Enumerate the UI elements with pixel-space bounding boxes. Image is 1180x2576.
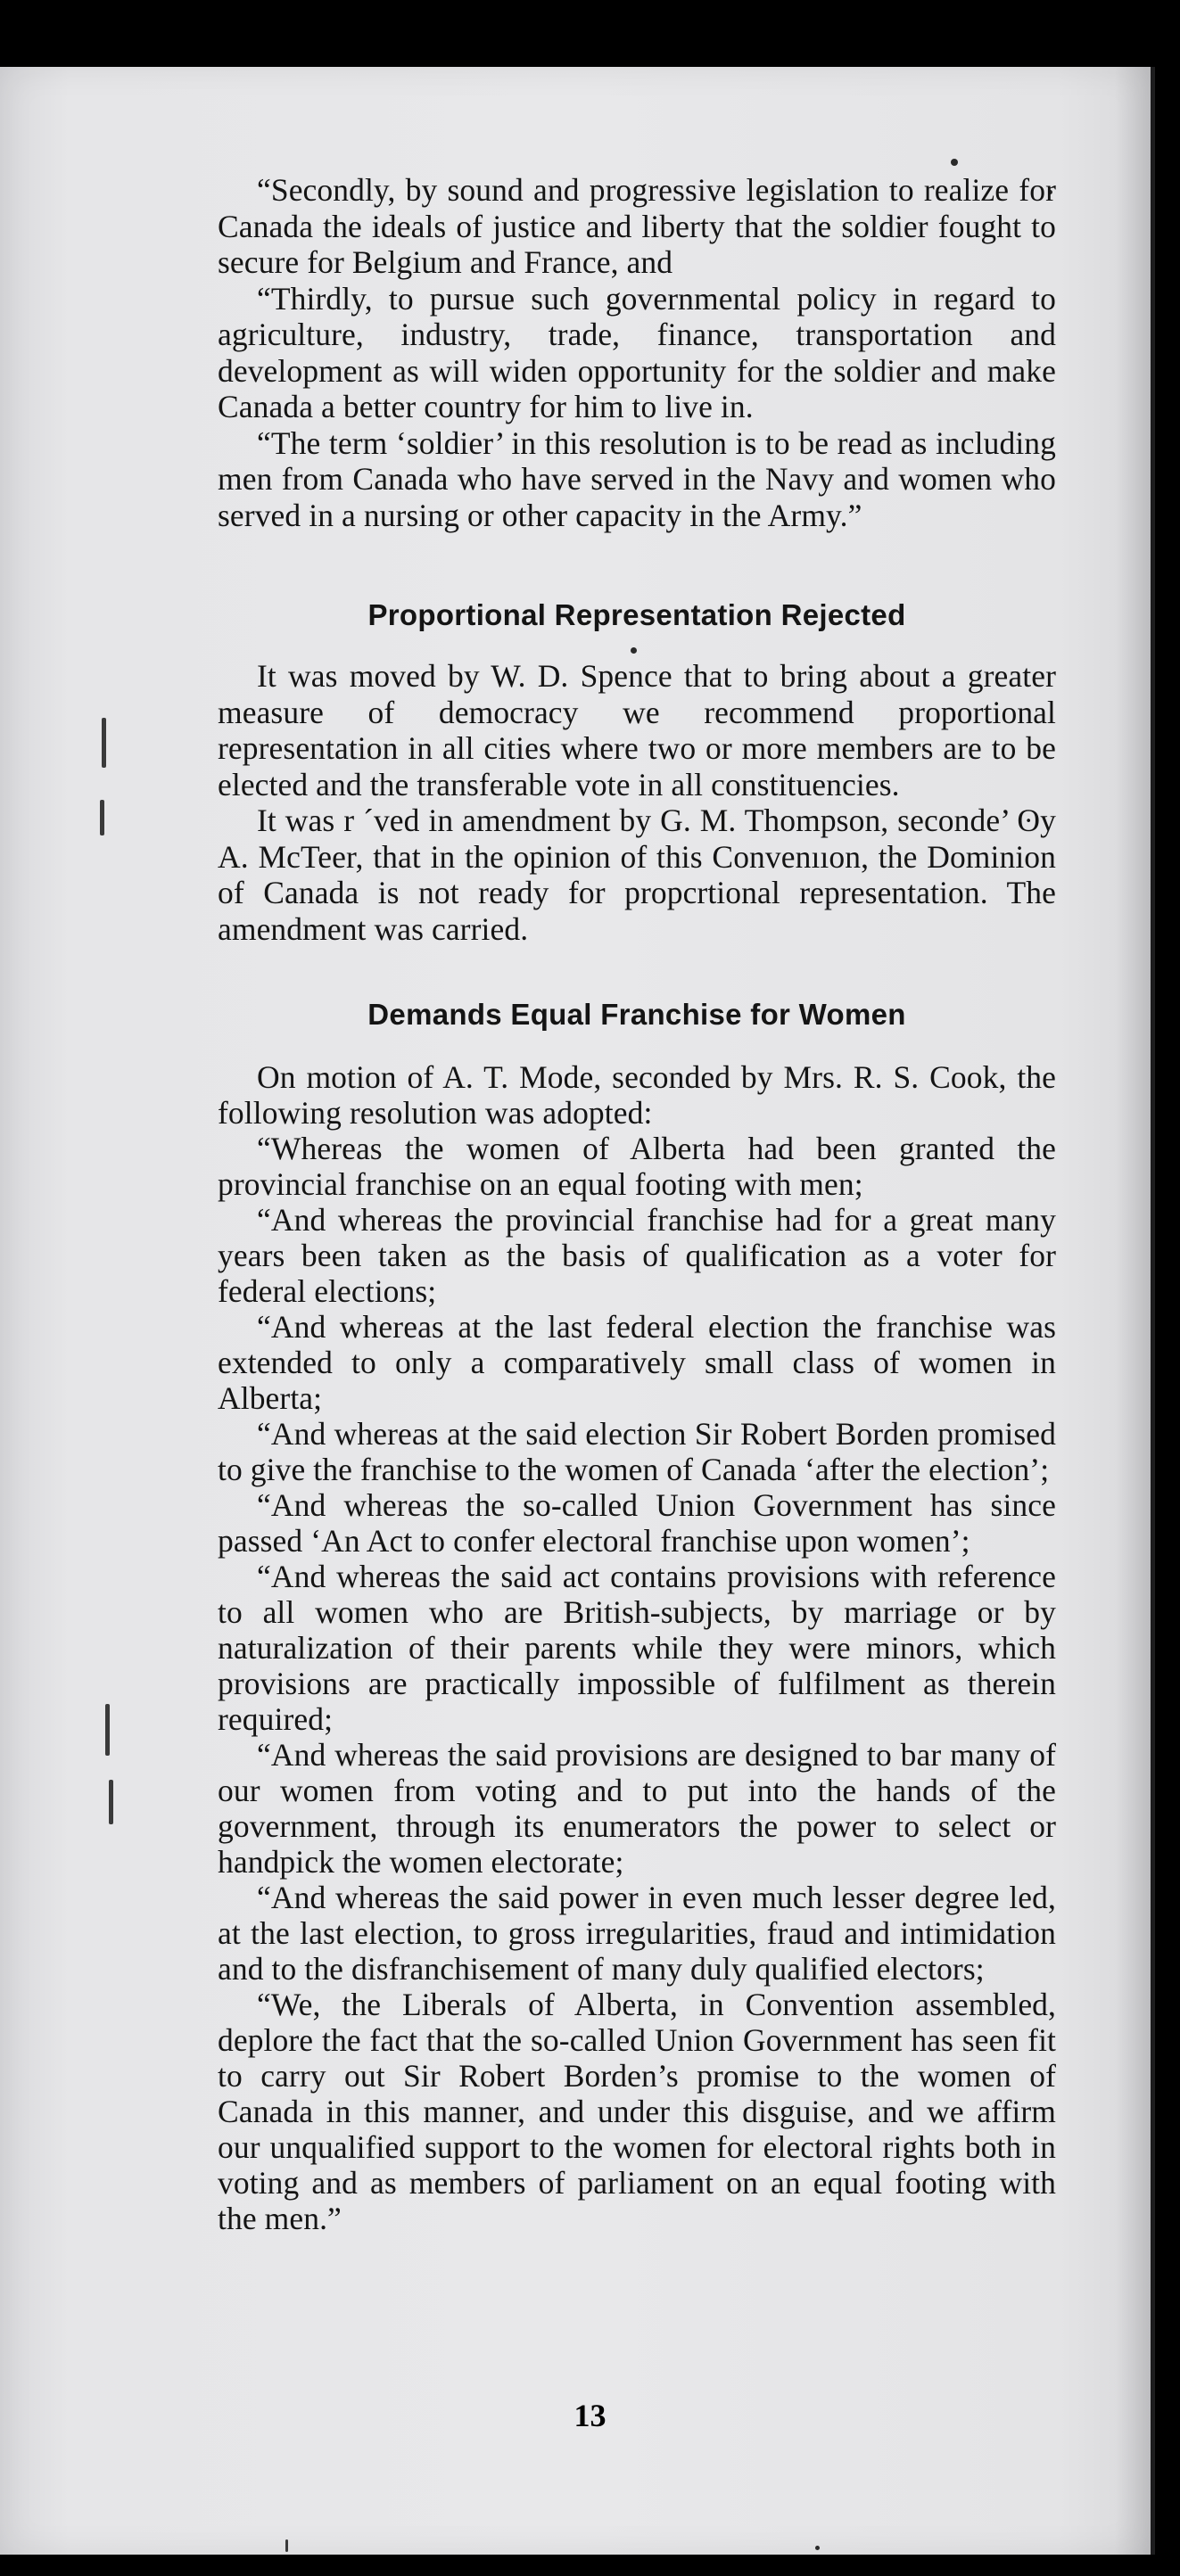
margin-mark xyxy=(109,1780,113,1824)
paragraph: “We, the Liberals of Alberta, in Convention assembled, deplore the fact that the so-called Union Government has seen fit to carry out Sir Robert Borden’s promise to the women of Canada in this manner, and under this disguise, and we affirm our unqualified support to the women for electoral rights both in voting and as members of parliament on an equal footing with the men.” xyxy=(218,1987,1056,2236)
paragraph: “Whereas the women of Alberta had been granted the provincial franchise on an equal footing with men; xyxy=(218,1131,1056,1202)
paragraph: “Thirdly, to pursue such governmental policy in regard to agriculture, industry, trade, finance, transportation and development as will widen opportunity for the soldier and make Canada a better country for him to live in. xyxy=(218,280,1056,424)
paragraph: It was moved by W. D. Spence that to bring about a greater measure of democracy we recommend proportional representation in all cities where two or more members are to be elected and the transferable vote in all constituencies. xyxy=(218,658,1056,802)
paragraph: “And whereas at the last federal election the franchise was extended to only a comparatively small class of women in Alberta; xyxy=(218,1309,1056,1416)
margin-mark xyxy=(285,2539,288,2552)
scan-dot xyxy=(815,2546,820,2550)
section-heading: Proportional Representation Rejected xyxy=(367,598,906,631)
paragraph: “And whereas the so-called Union Government has since passed ‘An Act to confer electoral franchise upon women’; xyxy=(218,1487,1056,1559)
paragraph: “And whereas the provincial franchise had for a great many years been taken as the basis of qualification as a voter for federal elections; xyxy=(218,1202,1056,1309)
margin-mark xyxy=(102,718,106,768)
margin-mark xyxy=(100,800,104,835)
document-body xyxy=(218,172,1056,2236)
paragraph: It was r ´ved in amendment by G. M. Thompson, seconde’ ʘy A. McTeer, that in the opinion of this Convenııon, the Dominion of Canada is not ready for propcrtional representation. The amendment was carried. xyxy=(218,802,1056,947)
paragraph: “And whereas at the said election Sir Robert Borden promised to give the franchise to the women of Canada ‘after the election’; xyxy=(218,1416,1056,1487)
paragraph: “Secondly, by sound and progressive legislation to realize for Canada the ideals of justice and liberty that the soldier fought to secure for Belgium and France, and xyxy=(218,172,1056,280)
page-edge-shadow xyxy=(1115,67,1155,2555)
page-number: 13 xyxy=(573,2398,607,2433)
paragraph: On motion of A. T. Mode, seconded by Mrs. R. S. Cook, the following resolution was adopted: xyxy=(218,1059,1056,1131)
scan-dot xyxy=(951,159,958,166)
paragraph: “The term ‘soldier’ in this resolution is to be read as including men from Canada who have served in the Navy and women who served in a nursing or other capacity in the Army.” xyxy=(218,424,1056,533)
paragraph: “And whereas the said provisions are designed to bar many of our women from voting and to put into the hands of the government, through its enumerators the power to select or handpick the women electorate; xyxy=(218,1737,1056,1880)
section-heading: Demands Equal Franchise for Women xyxy=(367,998,906,1031)
margin-mark xyxy=(105,1704,110,1756)
paragraph: “And whereas the said act contains provisions with reference to all women who are British-subjects, by marriage or by naturalization of their parents while they were minors, which provisions are practically impossible of fulfilment as therein required; xyxy=(218,1559,1056,1737)
paragraph: “And whereas the said power in even much lesser degree led, at the last election, to gross irregularities, fraud and intimidation and to the disfranchisement of many duly qualified electors; xyxy=(218,1880,1056,1987)
